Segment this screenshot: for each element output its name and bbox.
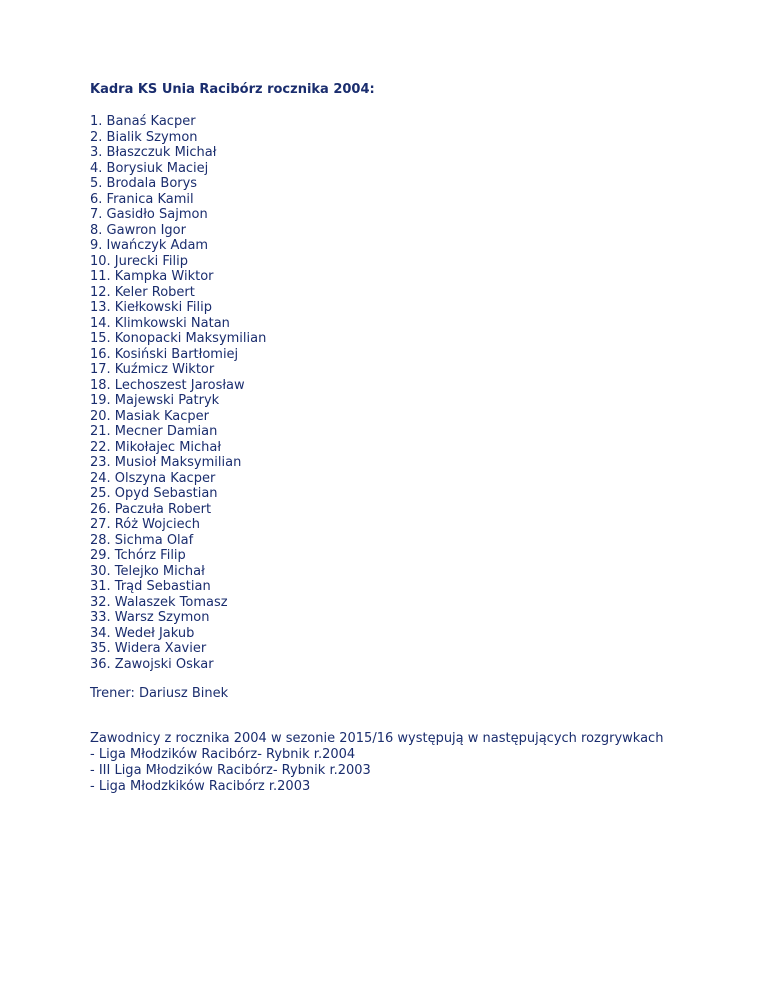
player-item: 4. Borysiuk Maciej (90, 160, 209, 176)
player-item: 20. Masiak Kacper (90, 408, 210, 424)
player-item: 21. Mecner Damian (90, 424, 218, 439)
coach-line: Trener: Dariusz Binek (90, 686, 229, 701)
player-item: 28. Sichma Olaf (90, 532, 194, 548)
player-item: 7. Gasidło Sajmon (90, 207, 208, 222)
player-item: 15. Konopacki Maksymilian (90, 331, 267, 346)
player-item: 23. Musioł Maksymilian (90, 455, 242, 470)
notes-intro: Zawodnicy z rocznika 2004 w sezonie 2015/16 występują w następujących rozgrywkach (90, 731, 664, 746)
player-item: 3. Błaszczuk Michał (90, 145, 217, 160)
player-list (90, 114, 730, 672)
player-item: 19. Majewski Patryk (90, 393, 220, 408)
player-item: 31. Trąd Sebastian (90, 579, 211, 594)
player-item: 17. Kuźmicz Wiktor (90, 362, 215, 377)
player-item: 9. Iwańczyk Adam (90, 238, 209, 253)
player-item: 36. Zawojski Oskar (90, 656, 214, 672)
player-item: 33. Warsz Szymon (90, 610, 210, 625)
player-item: 25. Opyd Sebastian (90, 486, 218, 501)
player-item: 10. Jurecki Filip (90, 253, 188, 269)
player-item: 22. Mikołajec Michał (90, 439, 222, 455)
player-item: 18. Lechoszest Jarosław (90, 377, 245, 393)
player-item: 6. Franica Kamil (90, 191, 194, 207)
competitions-notes (90, 731, 730, 795)
player-item: 24. Olszyna Kacper (90, 470, 216, 486)
player-item: 32. Walaszek Tomasz (90, 594, 228, 610)
player-item: 5. Brodala Borys (90, 176, 198, 191)
document-title: Kadra KS Unia Racibórz rocznika 2004: (90, 82, 375, 97)
player-item: 13. Kiełkowski Filip (90, 300, 212, 315)
player-item: 1. Banaś Kacper (90, 114, 196, 129)
player-item: 30. Telejko Michał (90, 563, 205, 579)
notes-item: - Liga Młodzików Racibórz- Rybnik r.2004 (90, 747, 356, 762)
player-item: 35. Widera Xavier (90, 641, 207, 656)
player-item: 14. Klimkowski Natan (90, 315, 230, 331)
player-item: 16. Kosiński Bartłomiej (90, 346, 239, 362)
player-item: 8. Gawron Igor (90, 222, 186, 238)
player-item: 11. Kampka Wiktor (90, 269, 214, 284)
player-item: 26. Paczuła Robert (90, 501, 212, 517)
player-item: 27. Róż Wojciech (90, 517, 200, 532)
player-item: 29. Tchórz Filip (90, 548, 186, 563)
player-item: 2. Bialik Szymon (90, 129, 198, 145)
notes-item: - Liga Młodzkików Racibórz r.2003 (90, 779, 311, 794)
player-item: 12. Keler Robert (90, 284, 195, 300)
document-page (90, 82, 730, 795)
notes-item: - III Liga Młodzików Racibórz- Rybnik r.2003 (90, 763, 371, 778)
player-item: 34. Wedeł Jakub (90, 625, 195, 641)
